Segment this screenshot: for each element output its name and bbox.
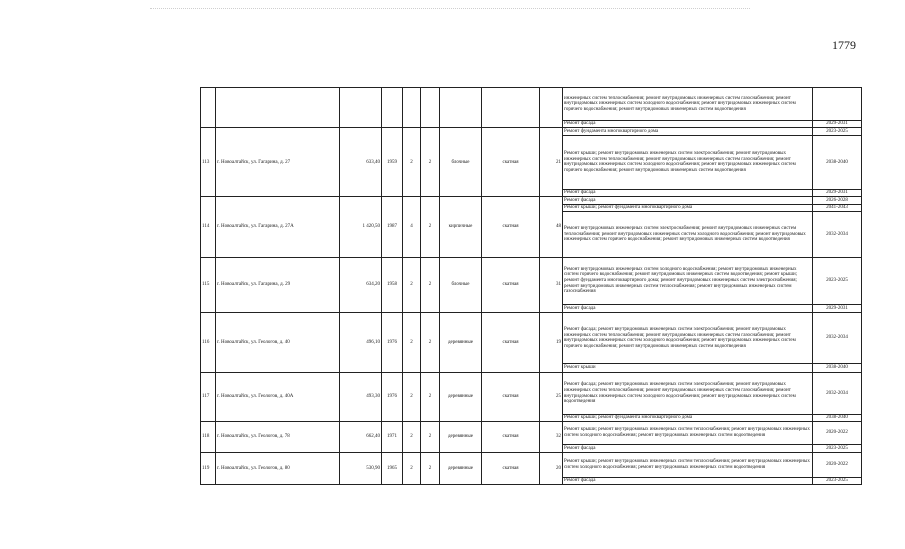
house-walls-cell: блочные — [440, 128, 482, 197]
house-year-cell: 1987 — [382, 197, 403, 258]
house-number-cell: 117 — [201, 372, 216, 422]
work-description: Ремонт фасада — [563, 477, 813, 485]
work-period: 2038-2040 — [813, 364, 862, 373]
repair-program-table — [200, 87, 862, 485]
house-year-cell: 1971 — [382, 422, 403, 453]
house-walls-cell: деревянные — [440, 313, 482, 373]
house-floors-cell: 4 — [403, 197, 421, 258]
house-walls-cell: блочные — [440, 258, 482, 313]
house-number-cell: 116 — [201, 313, 216, 373]
house-count-cell: 19 — [540, 313, 563, 373]
house-entrances-cell: 2 — [421, 372, 440, 422]
house-entrances-cell: 2 — [421, 453, 440, 485]
house-roof-cell: скатная — [482, 128, 540, 197]
work-period: 2023-2025 — [813, 477, 862, 485]
house-floors-cell: 2 — [403, 128, 421, 197]
house-year-cell: 1976 — [382, 372, 403, 422]
house-address-cell: г. Новоалтайск, ул. Гагарина, д. 27А — [216, 197, 340, 258]
work-period: 2023-2025 — [813, 444, 862, 453]
work-period: 2020-2022 — [813, 422, 862, 444]
cont-num-cell — [201, 88, 216, 128]
house-row — [201, 372, 862, 415]
house-number-cell: 113 — [201, 128, 216, 197]
work-period: 2029-2031 — [813, 304, 862, 313]
house-roof-cell: скатная — [482, 422, 540, 453]
house-row — [201, 422, 862, 444]
work-description: Ремонт внутридомовых инженерных систем холодного водоснабжения; ремонт внутридомовых инженерных систем горячего водоснабжения; ремонт внутридомовых инженерных систем водоотведения; ремонт крыши; ремонт фундамента многоквартирного дома; ремонт внутридомовых инженерных систем электроснабжения; ремонт внутридомовых инженерных систем теплоснабжения; ремонт внутридомовых инженерных систем газоснабжения — [563, 258, 813, 305]
house-entrances-cell: 2 — [421, 258, 440, 313]
house-address-cell: г. Новоалтайск, ул. Геологов, д. 78 — [216, 422, 340, 453]
house-row — [201, 128, 862, 135]
house-year-cell: 1958 — [382, 258, 403, 313]
house-area-cell: 662,40 — [340, 422, 382, 453]
house-address-cell: г. Новоалтайск, ул. Гагарина, д. 29 — [216, 258, 340, 313]
house-roof-cell: скатная — [482, 313, 540, 373]
house-row — [201, 453, 862, 477]
house-count-cell: 21 — [540, 128, 563, 197]
house-address-cell: г. Новоалтайск, ул. Геологов, д. 40 — [216, 313, 340, 373]
cont-floors-cell — [403, 88, 421, 128]
work-period: 2032-2034 — [813, 313, 862, 364]
house-count-cell: 31 — [540, 258, 563, 313]
house-area-cell: 530,90 — [340, 453, 382, 485]
house-address-cell: г. Новоалтайск, ул. Гагарина, д. 27 — [216, 128, 340, 197]
house-year-cell: 1965 — [382, 453, 403, 485]
house-count-cell: 25 — [540, 372, 563, 422]
work-period: 2023-2025 — [813, 258, 862, 305]
cont-area-cell — [340, 88, 382, 128]
house-roof-cell: скатная — [482, 197, 540, 258]
house-address-cell: г. Новоалтайск, ул. Геологов, д. 80 — [216, 453, 340, 485]
house-area-cell: 493,30 — [340, 372, 382, 422]
house-year-cell: 1959 — [382, 128, 403, 197]
house-floors-cell: 2 — [403, 313, 421, 373]
house-address-cell: г. Новоалтайск, ул. Геологов, д. 40А — [216, 372, 340, 422]
house-count-cell: 32 — [540, 422, 563, 453]
continued-row — [201, 88, 862, 121]
house-number-cell: 114 — [201, 197, 216, 258]
house-floors-cell: 2 — [403, 422, 421, 453]
house-entrances-cell: 2 — [421, 422, 440, 453]
cont-year-cell — [382, 88, 403, 128]
house-row — [201, 258, 862, 305]
house-walls-cell: кирпичные — [440, 197, 482, 258]
work-description: Ремонт крыши; ремонт фундамента многоквартирного дома — [563, 415, 813, 422]
house-walls-cell: деревянные — [440, 422, 482, 453]
house-row — [201, 313, 862, 364]
house-roof-cell: скатная — [482, 372, 540, 422]
house-walls-cell: деревянные — [440, 372, 482, 422]
cont-roof-cell — [482, 88, 540, 128]
house-number-cell: 115 — [201, 258, 216, 313]
work-description: Ремонт фасада; ремонт внутридомовых инженерных систем электроснабжения; ремонт внутридомовых инженерных систем теплоснабжения; ремонт внутридомовых инженерных систем газоснабжения; ремонт внутридомовых инженерных систем холодного водоснабжения; ремонт внутридомовых инженерных систем водоотведения — [563, 372, 813, 415]
work-period: 2032-2034 — [813, 372, 862, 415]
house-area-cell: 634,20 — [340, 258, 382, 313]
work-description: Ремонт крыши; ремонт внутридомовых инженерных систем электроснабжения; ремонт внутридомовых инженерных систем теплоснабжения; ремонт внутридомовых инженерных систем газоснабжения; ремонт внутридомовых инженерных систем холодного водоснабжения; ремонт внутридомовых инженерных систем горячего водоснабжения; ремонт внутридомовых инженерных систем водоотведения — [563, 135, 813, 189]
house-walls-cell: деревянные — [440, 453, 482, 485]
house-row — [201, 197, 862, 204]
cont-count-cell — [540, 88, 563, 128]
work-description: Ремонт фасада — [563, 304, 813, 313]
cont-walls-cell — [440, 88, 482, 128]
work-description: Ремонт фасада — [563, 197, 813, 204]
work-description: Ремонт крыши; ремонт внутридомовых инженерных систем теплоснабжения; ремонт внутридомовых инженерных систем холодного водоснабжения; ремонт внутридомовых инженерных систем водоотведения — [563, 453, 813, 477]
house-roof-cell: скатная — [482, 258, 540, 313]
work-period: 2029-2031 — [813, 120, 862, 127]
work-description: Ремонт крыши; ремонт фундамента многоквартирного дома — [563, 204, 813, 211]
scan-artifact-line — [150, 8, 750, 11]
house-count-cell: 48 — [540, 197, 563, 258]
house-floors-cell: 2 — [403, 258, 421, 313]
work-description: Ремонт внутридомовых инженерных систем электроснабжения; ремонт внутридомовых инженерных систем теплоснабжения; ремонт внутридомовых инженерных систем холодного водоснабжения; ремонт внутридомовых инженерных систем горячего водоснабжения; ремонт внутридомовых инженерных систем водоотведения — [563, 212, 813, 258]
work-period: 2041-2043 — [813, 204, 862, 211]
work-description: Ремонт фасада — [563, 120, 813, 127]
house-area-cell: 496,10 — [340, 313, 382, 373]
house-year-cell: 1976 — [382, 313, 403, 373]
work-description: Ремонт фасада — [563, 444, 813, 453]
work-description: Ремонт крыши — [563, 364, 813, 373]
cont-entrances-cell — [421, 88, 440, 128]
work-period: 2026-2028 — [813, 197, 862, 204]
work-description: Ремонт фасада — [563, 190, 813, 197]
work-description: инженерных систем теплоснабжения; ремонт внутридомовых инженерных систем газоснабжения; ремонт внутридомовых инженерных систем холодного водоснабжения; ремонт внутридомовых инженерных систем горячего водоснабжения; ремонт внутридомовых инженерных систем водоотведения — [563, 88, 813, 121]
work-period: 2023-2025 — [813, 128, 862, 135]
work-period: 2020-2022 — [813, 453, 862, 477]
house-number-cell: 118 — [201, 422, 216, 453]
cont-address-cell — [216, 88, 340, 128]
house-entrances-cell: 2 — [421, 313, 440, 373]
work-description: Ремонт крыши; ремонт внутридомовых инженерных систем теплоснабжения; ремонт внутридомовых инженерных систем холодного водоснабжения; ремонт внутридомовых инженерных систем водоотведения — [563, 422, 813, 444]
work-period — [813, 88, 862, 121]
work-period: 2038-2040 — [813, 135, 862, 189]
house-entrances-cell: 2 — [421, 128, 440, 197]
house-area-cell: 633,40 — [340, 128, 382, 197]
work-description: Ремонт фундамента многоквартирного дома — [563, 128, 813, 135]
house-entrances-cell: 2 — [421, 197, 440, 258]
work-period: 2029-2031 — [813, 190, 862, 197]
work-period: 2032-2034 — [813, 212, 862, 258]
work-description: Ремонт фасада; ремонт внутридомовых инженерных систем электроснабжения; ремонт внутридомовых инженерных систем теплоснабжения; ремонт внутридомовых инженерных систем газоснабжения; ремонт внутридомовых инженерных систем холодного водоснабжения; ремонт внутридомовых инженерных систем горячего водоснабжения; ремонт внутридомовых инженерных систем водоотведения — [563, 313, 813, 364]
page-number: 1779 — [832, 38, 856, 52]
work-period: 2038-2040 — [813, 415, 862, 422]
house-number-cell: 119 — [201, 453, 216, 485]
house-roof-cell: скатная — [482, 453, 540, 485]
house-floors-cell: 2 — [403, 453, 421, 485]
house-floors-cell: 2 — [403, 372, 421, 422]
house-area-cell: 1 420,50 — [340, 197, 382, 258]
house-count-cell: 20 — [540, 453, 563, 485]
